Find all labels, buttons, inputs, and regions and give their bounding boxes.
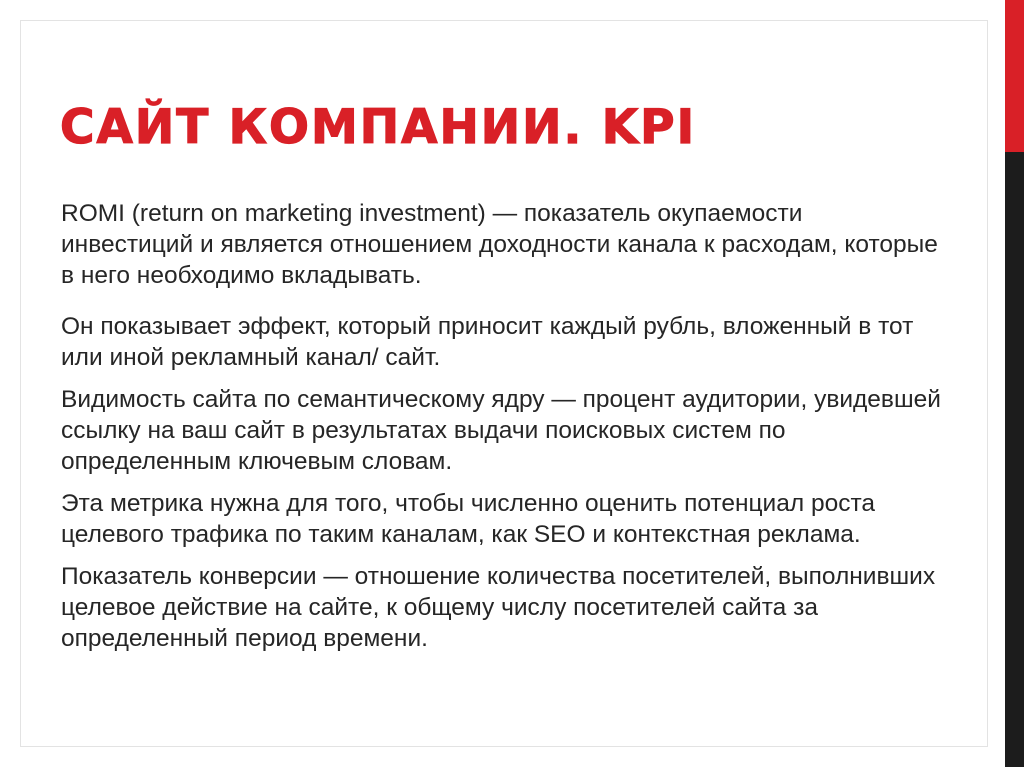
paragraph-visibility-purpose: Эта метрика нужна для того, чтобы численно оценить потенциал роста целевого трафика по таким каналам, как SEO и контекстная реклама.	[61, 490, 876, 548]
accent-bar-red	[1005, 0, 1024, 152]
paragraph-romi-definition: ROMI (return on marketing investment) — показатель окупаемости инвестиций и является отношением доходности канала к расходам, которые в него необходимо вкладывать.	[61, 200, 938, 289]
paragraph-visibility-definition: Видимость сайта по семантическому ядру — процент аудитории, увидевшей ссылку на ваш сайт в результатах выдачи поисковых систем по определенным ключевым словам.	[61, 386, 941, 475]
slide-title: САЙТ КОМПАНИИ. KPI	[60, 100, 697, 155]
paragraph-conversion-definition: Показатель конверсии — отношение количества посетителей, выполнивших целевое действие на сайте, к общему числу посетителей сайта за определенный период времени.	[61, 563, 936, 652]
accent-bar-dark	[1005, 152, 1024, 767]
paragraph-romi-effect: Он показывает эффект, который приносит каждый рубль, вложенный в тот или иной рекламный канал/ сайт.	[61, 313, 914, 371]
slide-body	[61, 198, 941, 654]
